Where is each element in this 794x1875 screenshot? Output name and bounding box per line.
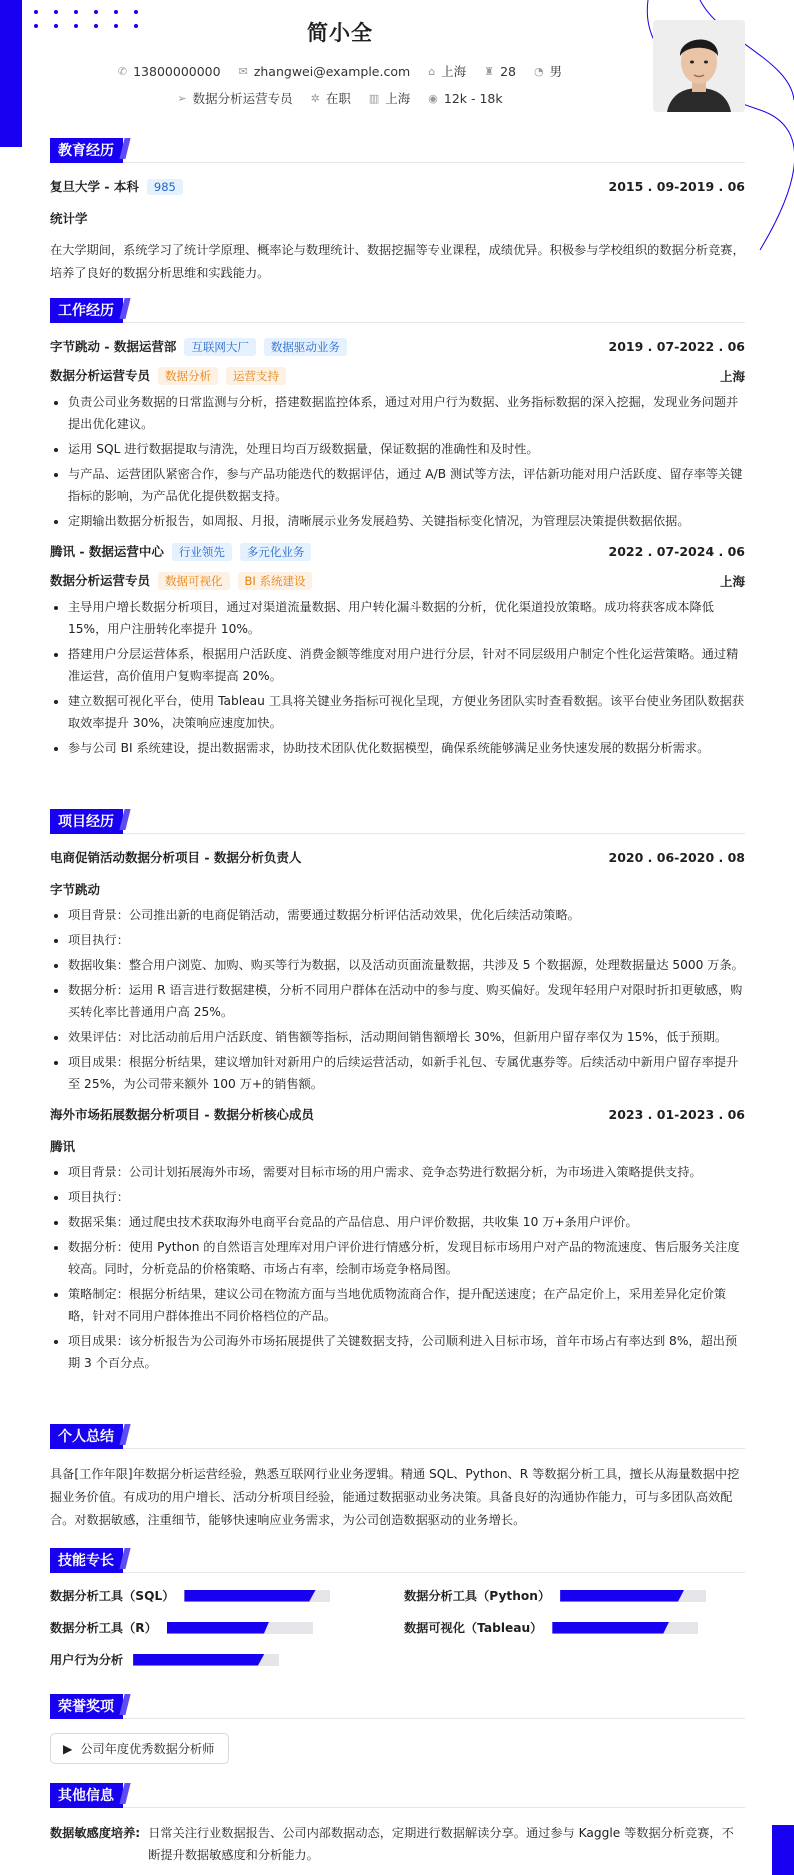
list-item: • 参与公司 BI 系统建设，提出数据需求，协助技术团队优化数据模型，确保系统能够满足业务快速发展的数据分析需求。 xyxy=(68,737,745,759)
list-item: • 策略制定：根据分析结果，建议公司在物流方面与当地优质物流商合作，提升配送速度；在产品定价上，采用差异化定价策略，针对不同用户群体推出不同价格档位的产品。 xyxy=(68,1283,745,1327)
location: 上海 xyxy=(719,573,745,589)
edu-desc: 在大学期间，系统学习了统计学原理、概率论与数理统计、数据挖掘等专业课程，成绩优异。积极参与学校组织的数据分析竞赛，培养了良好的数据分析思维和实践能力。 xyxy=(50,243,745,280)
salary-icon: ◉ xyxy=(428,91,438,105)
list-item: • 运用 SQL 进行数据提取与清洗，处理日均百万级数据量，保证数据的准确性和及时性。 xyxy=(68,438,745,460)
edu-period: 2015 . 09-2019 . 06 xyxy=(608,178,745,194)
skill-name: 数据分析工具（SQL） xyxy=(50,1589,175,1603)
project-period: 2023 . 01-2023 . 06 xyxy=(608,1106,745,1122)
company-tag: 数据驱动业务 xyxy=(264,338,347,356)
list-item: • 项目执行： xyxy=(68,929,745,951)
play-icon: ▶ xyxy=(63,1741,73,1756)
summary-text: 具备[工作年限]年数据分析运营经验，熟悉互联网行业业务逻辑。精通 SQL、Python、R 等数据分析工具，擅长从海量数据中挖掘业务价值。有成功的用户增长、活动分析项目经验，能通过数据驱动业务决策。具备良好的沟通协作能力，可与多团队高效配合。对数据敏感，注重细节，能够快速响应业务需求，为公司创造数据驱动的业务增长。 xyxy=(50,1467,740,1527)
list-item: • 数据分析：使用 Python 的自然语言处理库对用户评价进行情感分析，发现目标市场用户对产品的物流速度、售后服务关注度较高。同时，分析竞品的价格策略、市场占有率，绘制市场竞争格局图。 xyxy=(68,1236,745,1280)
gender: 男 xyxy=(549,64,563,79)
skill-name: 数据可视化（Tableau） xyxy=(404,1621,543,1635)
gender-icon: ◔ xyxy=(533,64,544,78)
expected-city: 上海 xyxy=(385,91,411,106)
other-value: 日常关注行业数据报告、公司内部数据动态，定期进行数据解读分享。通过参与 Kaggle 等数据分析竞赛，不断提升数据敏感度和分析能力。 xyxy=(148,1826,734,1862)
list-item: • 项目背景：公司计划拓展海外市场，需要对目标市场的用户需求、竞争态势进行数据分析，为市场进入策略提供支持。 xyxy=(68,1161,745,1183)
skill-name: 用户行为分析 xyxy=(50,1653,124,1667)
project-period: 2020 . 06-2020 . 08 xyxy=(608,849,745,865)
list-item: • 搭建用户分层运营体系，根据用户活跃度、消费金额等维度对用户进行分层，针对不同层级用户制定个性化运营策略。通过精准运营，高价值用户复购率提高 20%。 xyxy=(68,643,745,687)
list-item: • 效果评估：对比活动前后用户活跃度、销售额等指标，活动期间销售额增长 30%，但新用户留存率仅为 15%，低于预期。 xyxy=(68,1026,745,1048)
role-tag: 数据分析 xyxy=(158,367,218,385)
awards-section xyxy=(50,1694,745,1764)
role-tag: BI 系统建设 xyxy=(238,572,313,590)
work-section xyxy=(50,298,745,762)
list-item: • 建立数据可视化平台，使用 Tableau 工具将关键业务指标可视化呈现，方便业务团队实时查看数据。该平台使业务团队数据获取效率提升 30%，决策响应速度加快。 xyxy=(68,690,745,734)
job-intent-row xyxy=(0,89,680,107)
section-title: 教育经历 xyxy=(50,138,123,163)
project-name: 电商促销活动数据分析项目 - 数据分析负责人 xyxy=(50,850,302,865)
role-tag: 运营支持 xyxy=(226,367,286,385)
skill-item xyxy=(50,1651,279,1668)
salary: 12k - 18k xyxy=(443,90,503,106)
skill-level-bar xyxy=(167,1622,269,1634)
section-title: 项目经历 xyxy=(50,809,123,834)
send-icon: ➢ xyxy=(177,91,187,105)
work-period: 2022 . 07-2024 . 06 xyxy=(608,544,745,559)
list-item: • 项目背景：公司推出新的电商促销活动，需要通过数据分析评估活动效果，优化后续活动策略。 xyxy=(68,904,745,926)
skill-level-bar xyxy=(560,1590,684,1602)
company: 腾讯 - 数据运营中心 xyxy=(50,544,164,559)
other-section xyxy=(50,1783,745,1866)
list-item: • 数据采集：通过爬虫技术获取海外电商平台竞品的产品信息、用户评价数据，共收集 10 万+条用户评价。 xyxy=(68,1211,745,1233)
section-title: 工作经历 xyxy=(50,298,123,323)
school-tag: 985 xyxy=(147,179,183,195)
project-name: 海外市场拓展数据分析项目 - 数据分析核心成员 xyxy=(50,1107,314,1122)
skill-name: 数据分析工具（Python） xyxy=(404,1589,551,1603)
candidate-name: 简小全 xyxy=(307,21,373,45)
work-period: 2019 . 07-2022 . 06 xyxy=(608,339,745,354)
section-title: 个人总结 xyxy=(50,1424,123,1449)
project-item xyxy=(50,848,745,1095)
company: 字节跳动 - 数据运营部 xyxy=(50,339,177,354)
project-item xyxy=(50,1105,745,1374)
project-section xyxy=(50,809,745,1377)
skill-name: 数据分析工具（R） xyxy=(50,1621,157,1635)
list-item: • 主导用户增长数据分析项目，通过对渠道流量数据、用户转化漏斗数据的分析，优化渠道投放策略。成功将获客成本降低 15%，用户注册转化率提升 10%。 xyxy=(68,596,745,640)
section-title: 荣誉奖项 xyxy=(50,1694,123,1719)
role: 数据分析运营专员 xyxy=(50,573,151,588)
company-tag: 行业领先 xyxy=(172,543,232,561)
phone-icon: ✆ xyxy=(117,64,128,78)
work-item xyxy=(50,542,745,759)
building-icon: ▥ xyxy=(368,91,380,105)
location: 上海 xyxy=(719,368,745,384)
skill-item xyxy=(50,1619,313,1636)
cake-icon: ♜ xyxy=(484,64,495,78)
list-item: • 数据收集：整合用户浏览、加购、购买等行为数据，以及活动页面流量数据，共涉及 5 个数据源，处理数据量达 5000 万条。 xyxy=(68,954,745,976)
skill-item xyxy=(404,1587,706,1604)
email: zhangwei@example.com xyxy=(253,63,411,79)
home-icon: ⌂ xyxy=(428,64,436,78)
award-item xyxy=(50,1733,229,1764)
company-tag: 互联网大厂 xyxy=(184,338,256,356)
skill-level-bar xyxy=(552,1622,669,1634)
skill-level-bar xyxy=(184,1590,315,1602)
section-title: 其他信息 xyxy=(50,1783,123,1808)
education-section xyxy=(50,138,745,285)
role-tag: 数据可视化 xyxy=(158,572,230,590)
list-item: • 项目成果：该分析报告为公司海外市场拓展提供了关键数据支持，公司顺利进入目标市场，首年市场占有率达到 8%，超出预期 3 个百分点。 xyxy=(68,1330,745,1374)
list-item: • 项目成果：根据分析结果，建议增加针对新用户的后续运营活动，如新手礼包、专属优惠券等。后续活动中新用户留存率提升至 25%，为公司带来额外 100 万+的销售额。 xyxy=(68,1051,745,1095)
school: 复旦大学 - 本科 xyxy=(50,179,139,194)
project-company: 字节跳动 xyxy=(50,882,101,897)
phone: 13800000000 xyxy=(133,63,221,79)
skill-level-bar xyxy=(133,1654,264,1666)
other-key: 数据敏感度培养: xyxy=(50,1826,141,1840)
job-title: 数据分析运营专员 xyxy=(192,91,293,106)
contact-row xyxy=(0,62,680,80)
list-item: • 定期输出数据分析报告，如周报、月报，清晰展示业务发展趋势、关键指标变化情况，为管理层决策提供数据依据。 xyxy=(68,510,745,532)
work-item xyxy=(50,337,745,532)
section-title: 技能专长 xyxy=(50,1548,123,1573)
list-item: • 负责公司业务数据的日常监测与分析，搭建数据监控体系，通过对用户行为数据、业务指标数据的深入挖掘，发现业务问题并提出优化建议。 xyxy=(68,391,745,435)
job-status: 在职 xyxy=(325,91,351,106)
age: 28 xyxy=(500,63,516,79)
decorative-corner-bar xyxy=(772,1825,794,1875)
skill-item xyxy=(404,1619,698,1636)
list-item: • 项目执行： xyxy=(68,1186,745,1208)
skill-item xyxy=(50,1587,330,1604)
mail-icon: ✉ xyxy=(238,64,248,78)
list-item: • 数据分析：运用 R 语言进行数据建模，分析不同用户群体在活动中的参与度、购买偏好。发现年轻用户对限时折扣更敏感，购买转化率比普通用户高 25%。 xyxy=(68,979,745,1023)
avatar xyxy=(653,20,745,112)
list-item: • 与产品、运营团队紧密合作，参与产品功能迭代的数据评估，通过 A/B 测试等方法，评估新功能对用户活跃度、留存率等关键指标的影响，为产品优化提供数据支持。 xyxy=(68,463,745,507)
summary-section xyxy=(50,1424,745,1532)
status-icon: ✲ xyxy=(310,91,320,105)
major: 统计学 xyxy=(50,211,88,226)
company-tag: 多元化业务 xyxy=(240,543,312,561)
city: 上海 xyxy=(441,64,467,79)
skills-section xyxy=(50,1548,745,1687)
award-name: 公司年度优秀数据分析师 xyxy=(80,1742,215,1756)
role: 数据分析运营专员 xyxy=(50,368,151,383)
project-company: 腾讯 xyxy=(50,1139,76,1154)
